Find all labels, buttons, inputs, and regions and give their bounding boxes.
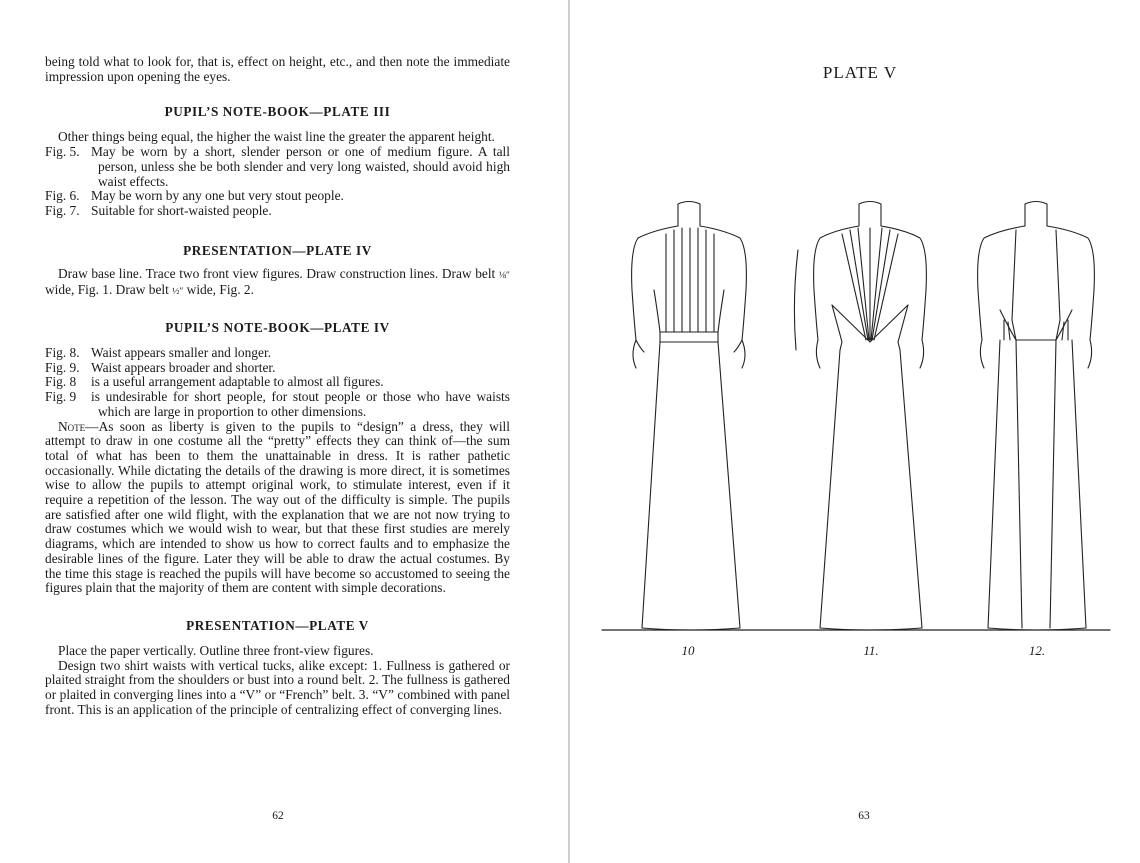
note-paragraph: Note—As soon as liberty is given to the pupils to “design” a dress, they will attempt to draw in one costume all the “pretty” effects they can think of—the sum total of what has been to them the unattainable in dress. It is rather pathetic occasionally. While dictating the details of the drawing is more direct, it is sometimes wise to allow the pupils to attempt original work, to stimulate interest, even if it require a repetition of the lesson. The way out of the difficulty is simple. The pupils are satisfied after one wild flight, with the explanation that we are not now trying to draw costumes which we would wish to wear, but that these first studies are merely diagrams, which are intended to show us how to correct faults and to emphasize the desirable lines of the figure. Later they will be able to draw the actual costumes. By the time this stage is reached the pupils will have become so accustomed to seeing the figures plain that the majority of them are content with simple decorations.	[45, 418, 510, 596]
fig-item: Fig. 5. May be worn by a short, slender person or one of medium figure. A tall person, unless she be both slender and very long waisted, should avoid high waist effects.	[45, 144, 510, 189]
notebook-plate-3-heading: PUPIL’S NOTE-BOOK—PLATE III	[164, 104, 391, 120]
fig-item: Fig. 9. Waist appears broader and shorter.	[45, 359, 276, 375]
intro-paragraph: being told what to look for, that is, effect on height, etc., and then note the immediate impression upon opening the eyes.	[45, 54, 510, 84]
left-page	[0, 0, 568, 863]
figure-10-drawing	[632, 202, 747, 631]
fig-item: Fig. 6. May be worn by any one but very stout people.	[45, 188, 344, 204]
plate-title: PLATE V	[822, 63, 898, 82]
left-text-column	[45, 55, 510, 718]
fig-item: Fig. 9 is undesirable for short people, for stout people or those who have waists which are large in proportion to other dimensions.	[45, 389, 510, 419]
fig-item: Fig. 8 is a useful arrangement adaptable to almost all figures.	[45, 374, 384, 390]
right-page-number: 63	[858, 810, 870, 822]
figure-12-drawing	[978, 202, 1095, 631]
notebook-plate-3-paragraph: Other things being equal, the higher the waist line the greater the apparent height.	[58, 129, 495, 145]
figure-label-10: 10	[681, 643, 695, 658]
fig-item: Fig. 8. Waist appears smaller and longer.	[45, 345, 272, 361]
presentation-plate-5-heading: PRESENTATION—PLATE V	[186, 617, 369, 633]
presentation-plate-5-paragraph-2: Design two shirt waists with vertical tucks, alike except: 1. Fullness is gathered or plaited straight from the shoulders or bust into a round belt. 2. The fullness is gathered or plaited in converging lines into a “V” or “French” belt. 3. “V” combined with panel front. This is an application of the principle of centralizing effect of converging lines.	[45, 657, 510, 717]
plate-figures-illustration	[570, 190, 1140, 640]
note-label: Note	[58, 418, 86, 434]
presentation-plate-4-heading: PRESENTATION—PLATE IV	[183, 242, 372, 258]
figure-label-11: 11.	[863, 643, 879, 658]
left-page-number: 62	[272, 810, 284, 822]
presentation-plate-5-paragraph-1: Place the paper vertically. Outline three front-view figures.	[58, 642, 374, 658]
fig-item: Fig. 7. Suitable for short-waisted people.	[45, 202, 272, 218]
figure-label-12: 12.	[1028, 643, 1046, 658]
right-page	[570, 0, 1140, 863]
notebook-plate-4-heading: PUPIL’S NOTE-BOOK—PLATE IV	[165, 320, 390, 336]
figure-11-drawing	[794, 202, 926, 631]
presentation-plate-4-paragraph: Draw base line. Trace two front view figures. Draw construction lines. Draw belt ⅛″ wide, Fig. 1. Draw belt ½″ wide, Fig. 2.	[45, 265, 510, 298]
